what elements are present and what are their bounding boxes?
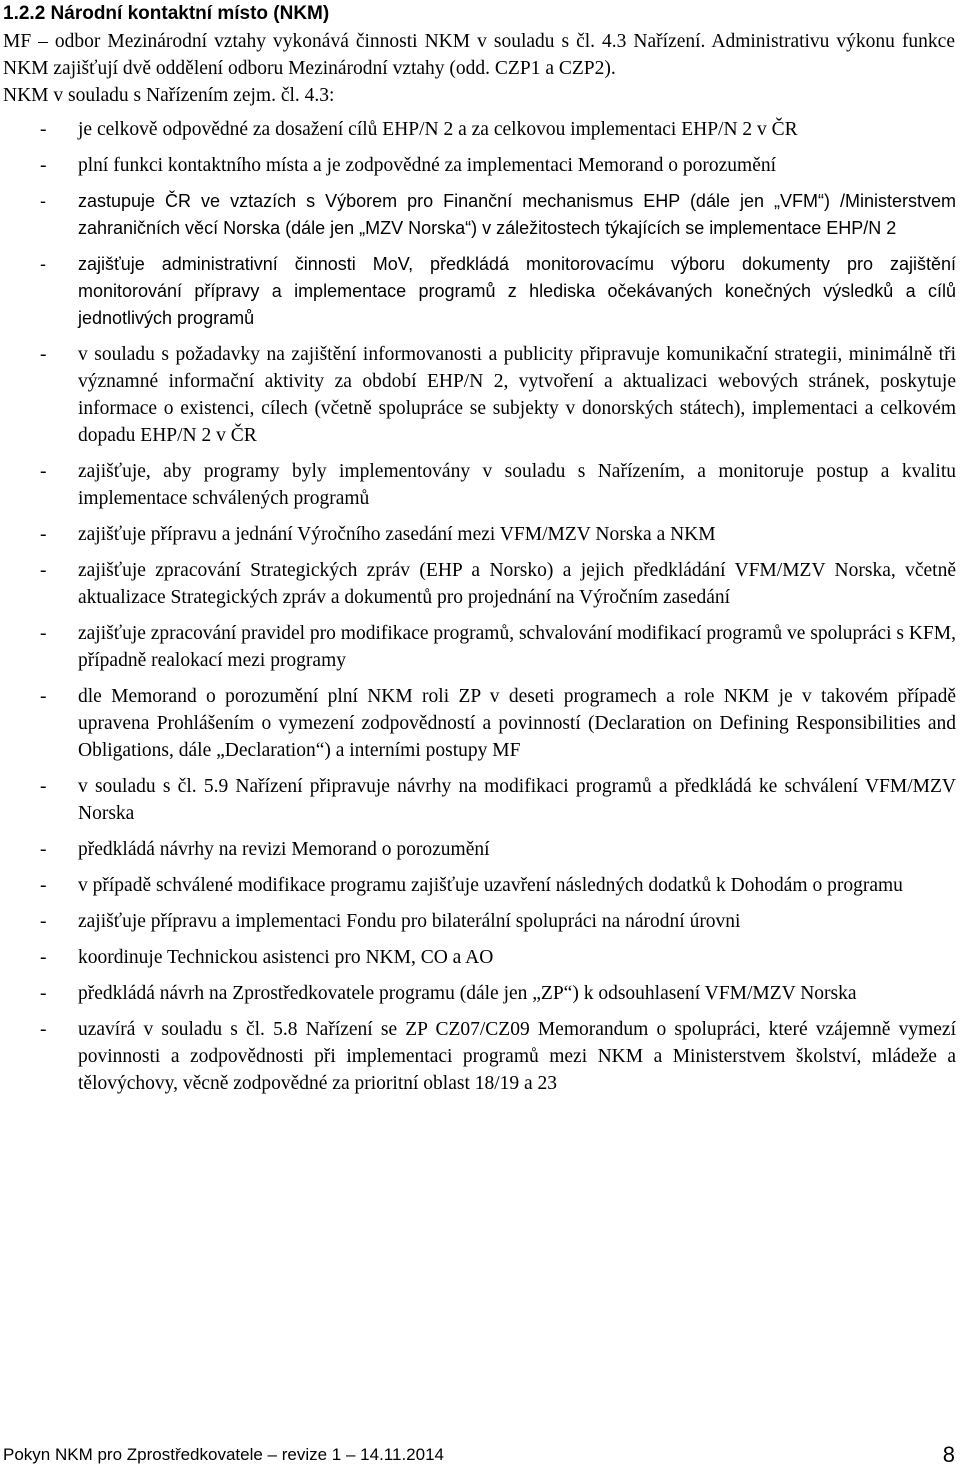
- intro-paragraph: NKM v souladu s Nařízením zejm. čl. 4.3:: [3, 85, 335, 106]
- list-item: [0, 341, 960, 449]
- list-item-text: zajišťuje zpracování pravidel pro modifikace programů, schvalování modifikací programů ve spolupráci s KFM, případně realokací mezi programy: [78, 623, 956, 671]
- bullet-dash: -: [40, 875, 47, 896]
- list-item-text: uzavírá v souladu s čl. 5.8 Nařízení se ZP CZ07/CZ09 Memorandum o spolupráci, které vzájemně vymezí povinnosti a zodpovědnosti při implementaci programů mezi NKM a Ministerstvem školství, mládeže a tělovýchovy, věcně zodpovědné za prioritní oblast 18/19 a 23: [78, 1019, 956, 1094]
- responsibilities-list: [0, 116, 960, 1106]
- list-item: [0, 557, 960, 611]
- bullet-dash: -: [40, 119, 47, 140]
- list-item: [0, 251, 960, 332]
- list-item-text: zajišťuje, aby programy byly implementovány v souladu s Nařízením, a monitoruje postup a kvalitu implementace schválených programů: [78, 461, 956, 509]
- list-item-text: je celkově odpovědné za dosažení cílů EHP/N 2 a za celkovou implementaci EHP/N 2 v ČR: [78, 119, 798, 140]
- list-item-text: koordinuje Technickou asistenci pro NKM, CO a AO: [78, 947, 494, 968]
- bullet-dash: -: [40, 155, 47, 176]
- list-item: [0, 521, 960, 548]
- list-item: [0, 620, 960, 674]
- list-item: [0, 1016, 960, 1097]
- bullet-dash: -: [40, 686, 47, 707]
- list-item-text: zajišťuje administrativní činnosti MoV, předkládá monitorovacímu výboru dokumenty pro zajištění monitorování přípravy a implementace programů z hlediska očekávaných konečných výsledků a cílů jednotlivých programů: [78, 254, 956, 328]
- list-item: [0, 683, 960, 764]
- bullet-dash: -: [40, 560, 47, 581]
- footer-document-title: Pokyn NKM pro Zprostředkovatele – revize 1 – 14.11.2014: [3, 1445, 444, 1464]
- list-item: [0, 773, 960, 827]
- list-item-text: dle Memorand o porozumění plní NKM roli ZP v deseti programech a role NKM je v takovém případě upravena Prohlášením o vymezení zodpovědností a povinností (Declaration on Defining Responsibilities and Obligations, dále „Declaration“) a interními postupy MF: [78, 686, 956, 761]
- list-item-text: předkládá návrh na Zprostředkovatele programu (dále jen „ZP“) k odsouhlasení VFM/MZV Norska: [78, 983, 857, 1004]
- list-item: [0, 836, 960, 863]
- list-item-text: zajišťuje přípravu a jednání Výročního zasedání mezi VFM/MZV Norska a NKM: [78, 524, 716, 545]
- bullet-dash: -: [40, 524, 47, 545]
- list-item: [0, 116, 960, 143]
- list-item-text: zajišťuje zpracování Strategických zpráv (EHP a Norsko) a jejich předkládání VFM/MZV Norska, včetně aktualizace Strategických zpráv a dokumentů pro projednání na Výročním zasedání: [78, 560, 956, 608]
- list-item-text: v případě schválené modifikace programu zajišťuje uzavření následných dodatků k Dohodám o programu: [78, 875, 903, 896]
- list-item-text: v souladu s čl. 5.9 Nařízení připravuje návrhy na modifikaci programů a předkládá ke schválení VFM/MZV Norska: [78, 776, 956, 824]
- list-item-text: zajišťuje přípravu a implementaci Fondu pro bilaterální spolupráci na národní úrovni: [78, 911, 741, 932]
- list-item-text: předkládá návrhy na revizi Memorand o porozumění: [78, 839, 490, 860]
- bullet-dash: -: [40, 776, 47, 797]
- bullet-dash: -: [40, 623, 47, 644]
- bullet-dash: -: [40, 947, 47, 968]
- bullet-dash: -: [40, 911, 47, 932]
- bullet-dash: -: [40, 254, 46, 274]
- bullet-dash: -: [40, 1019, 47, 1040]
- section-heading: 1.2.2 Národní kontaktní místo (NKM): [3, 3, 330, 24]
- list-item: [0, 188, 960, 242]
- list-item: [0, 944, 960, 971]
- list-item: [0, 152, 960, 179]
- list-item: [0, 872, 960, 899]
- list-item: [0, 908, 960, 935]
- bullet-dash: -: [40, 344, 47, 365]
- intro-text: [3, 28, 955, 109]
- bullet-dash: -: [40, 983, 47, 1004]
- list-item: [0, 980, 960, 1007]
- bullet-dash: -: [40, 461, 47, 482]
- list-item-text: v souladu s požadavky na zajištění informovanosti a publicity připravuje komunikační strategii, minimálně tři významné informační aktivity za období EHP/N 2, vytvoření a aktualizaci webových stránek, poskytuje informace o existenci, cílech (včetně spolupráce se subjekty v donorských státech), implementaci a celkovém dopadu EHP/N 2 v ČR: [78, 344, 956, 446]
- list-item: [0, 458, 960, 512]
- bullet-dash: -: [40, 191, 46, 211]
- list-item-text: zastupuje ČR ve vztazích s Výborem pro Finanční mechanismus EHP (dále jen „VFM“) /Ministerstvem zahraničních věcí Norska (dále jen „MZV Norska“) v záležitostech týkajících se implementace EHP/N 2: [78, 191, 956, 238]
- page-number: 8: [942, 1442, 955, 1467]
- list-item-text: plní funkci kontaktního místa a je zodpovědné za implementaci Memorand o porozumění: [78, 155, 777, 176]
- bullet-dash: -: [40, 839, 47, 860]
- intro-paragraph: MF – odbor Mezinárodní vztahy vykonává činnosti NKM v souladu s čl. 4.3 Nařízení. Administrativu výkonu funkce NKM zajišťují dvě oddělení odboru Mezinárodní vztahy (odd. CZP1 a CZP2).: [3, 31, 955, 79]
